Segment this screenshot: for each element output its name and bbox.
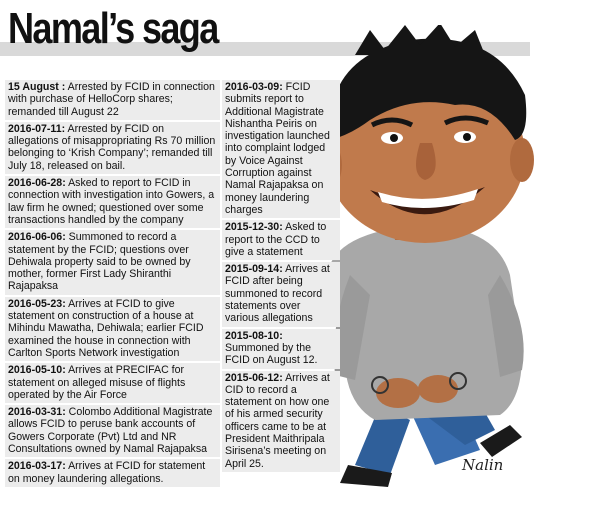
entry-date: 15 August : [8,81,66,93]
timeline-entry [5,297,220,361]
entry-text: Summoned by the FCID on August 12. [225,341,318,367]
entry-date: 2016-05-10: [8,364,66,377]
entry-date: 2015-12-30: [225,221,283,234]
timeline-entry [222,329,340,369]
timeline-entry [5,80,220,120]
entry-text: Asked to report to FCID in connection with investigation into Gowers, a law firm he owned; questioned over some transactions handled by the company [8,177,215,226]
entry-date: 2016-03-31: [8,406,66,419]
entry-text: Arrested by FCID on allegations of misappropriating Rs 70 million belonging to ‘Krish Company’; remanded till July 18, released on bail. [8,122,216,172]
timeline-entry [5,459,220,487]
entry-date: 2016-03-09: [225,81,283,93]
timeline-entry [222,371,340,472]
entry-date: 2015-06-12: [225,371,283,384]
timeline-entry [5,405,220,457]
timeline-entry [5,230,220,294]
entry-text: Arrives at FCID after being summoned to record statements over various allegations [225,263,330,325]
entry-date: 2016-07-11: [8,122,66,135]
left-timeline [5,80,220,489]
timeline-entry [222,220,340,260]
timeline-entry [222,80,340,218]
entry-text: Arrested by FCID in connection with purchase of HelloCorp shares; remanded till August 22 [8,81,215,118]
right-timeline [222,80,340,474]
timeline-entry [222,262,340,326]
timeline-entry [5,363,220,403]
entry-date: 2016-05-23: [8,297,66,310]
entry-text: Arrives at CID to record a statement on how one of his armed security officers came to be at President Maithripala Sirisena’s meeting on April 25. [225,371,330,470]
entry-text: Arrives at PRECIFAC for statement on alleged misuse of flights operated by the Air Force [8,364,186,401]
entry-date: 2015-08-10: [225,329,283,342]
entry-text: Arrives at FCID for statement on money laundering allegations. [8,460,206,485]
entry-text: Asked to report to the CCD to give a statement [225,221,327,258]
timeline-entry [5,176,220,228]
entry-date: 2016-03-17: [8,460,66,473]
entry-text: Colombo Additional Magistrate allows FCID to peruse bank accounts of Gowers Corporate (Pvt) Ltd and NR Consultations owned by Namal Rajapaksa [8,406,213,456]
entry-date: 2015-09-14: [225,263,283,276]
entry-date: 2016-06-06: [8,231,66,244]
entry-date: 2016-06-28: [8,177,66,190]
entry-text: FCID submits report to Additional Magistrate Nishantha Peiris on investigation launched into complaint lodged by Voice Against Corruption against Namal Rajapaksa on money laundering charges [225,81,330,216]
artist-signature: Nalin [462,456,504,474]
page-title: Namal’s saga [8,4,218,53]
entry-text: Arrives at FCID to give statement on construction of a house at Mihindu Mawatha, Dehiwala; earlier FCID examined the house in connection with Carlton Sports Network investigation [8,297,204,359]
timeline-entry [5,122,220,174]
entry-text: Summoned to record a statement by the FCID; questions over Dehiwala property said to be owned by mother, former First Lady Shiranthi Rajapaksa [8,231,191,293]
